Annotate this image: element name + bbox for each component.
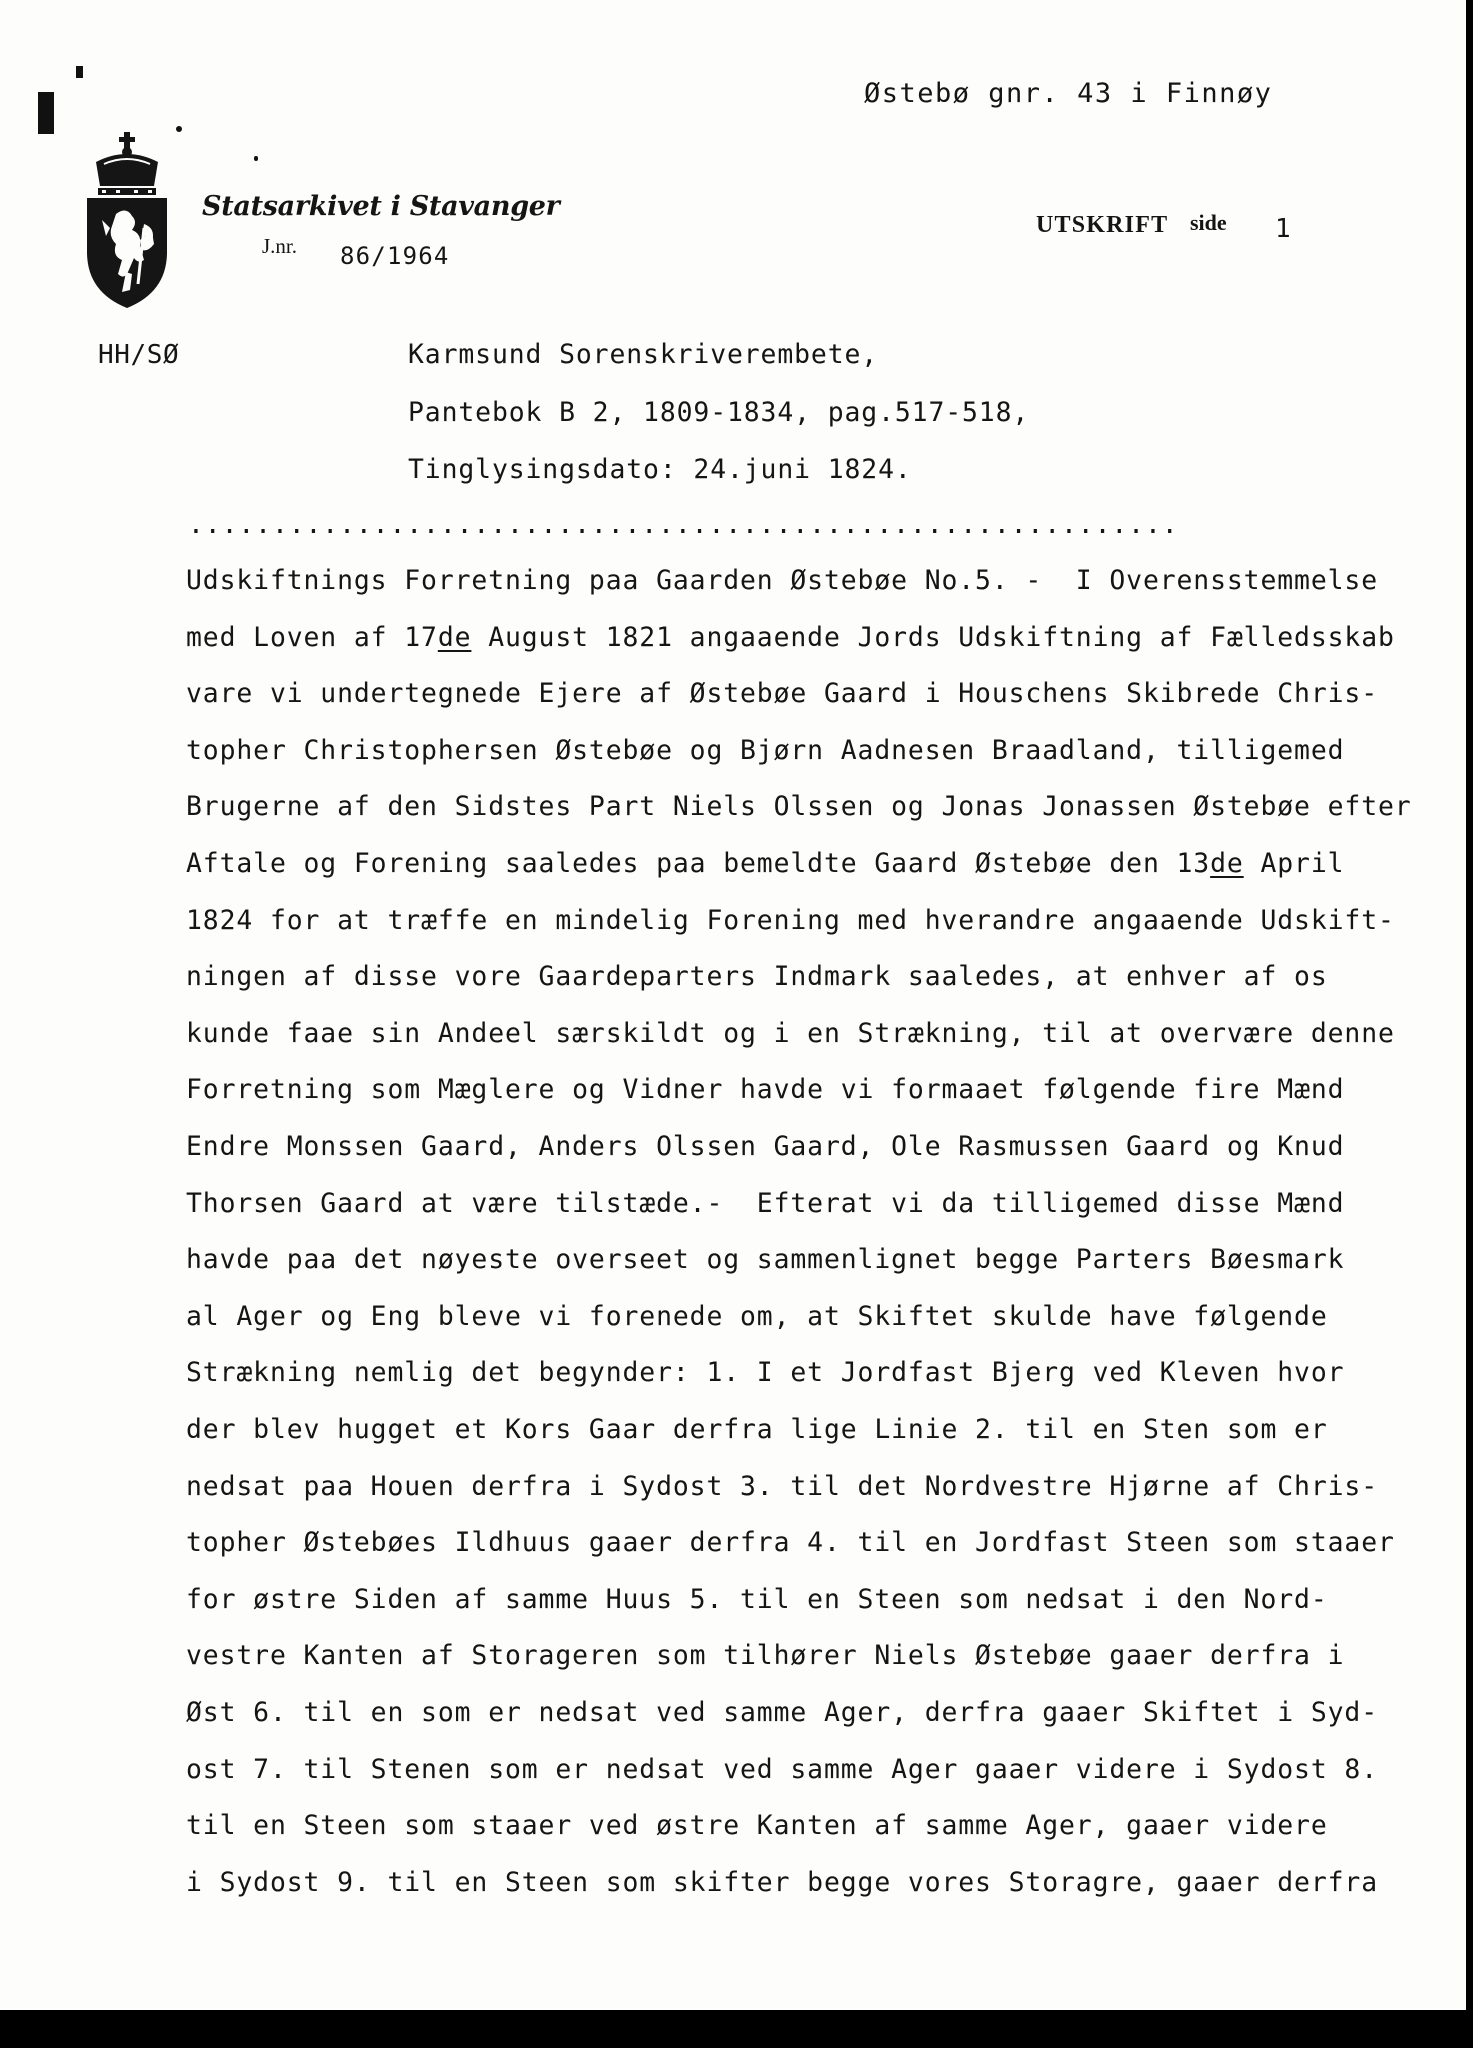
side-label: side bbox=[1190, 210, 1227, 235]
office-line: Karmsund Sorenskriverembete, bbox=[408, 339, 879, 370]
body-text: Endre Monssen Gaard, Anders Olssen Gaard, Ole Rasmussen Gaard og Knud bbox=[186, 1131, 1345, 1162]
body-text: ningen af disse vore Gaardeparters Indmark saaledes, at enhver af os bbox=[186, 961, 1328, 992]
body-text: 1824 for at træffe en mindelig Forening med hverandre angaaende Udskift- bbox=[186, 905, 1395, 936]
body-line bbox=[186, 1697, 1378, 1728]
body-text: Aftale og Forening saaledes paa bemeldte Gaard Østebøe den 13 bbox=[186, 848, 1211, 879]
body-line bbox=[186, 1640, 1345, 1671]
body-text: Thorsen Gaard at være tilstæde.- Efterat vi da tilligemed disse Mænd bbox=[186, 1188, 1345, 1219]
property-reference: Østebø gnr. 43 i Finnøy bbox=[864, 78, 1273, 109]
body-text: der blev hugget et Kors Gaar derfra lige Linie 2. til en Sten som er bbox=[186, 1414, 1328, 1445]
body-text: Øst 6. til en som er nedsat ved samme Ager, derfra gaaer Skiftet i Syd- bbox=[186, 1697, 1378, 1728]
body-text: al Ager og Eng bleve vi forenede om, at Skiftet skulde have følgende bbox=[186, 1301, 1328, 1332]
body-line bbox=[186, 1301, 1328, 1332]
norwegian-coat-of-arms-icon bbox=[82, 132, 172, 312]
body-text: til en Steen som staaer ved østre Kanten af samme Ager, gaaer videre bbox=[186, 1810, 1328, 1841]
jnr-value: 86/1964 bbox=[340, 242, 450, 270]
body-text: for østre Siden af samme Huus 5. til en Steen som nedsat i den Nord- bbox=[186, 1584, 1328, 1615]
body-line bbox=[186, 1810, 1328, 1841]
body-text: topher Østebøes Ildhuus gaaer derfra 4. til en Jordfast Steen som staaer bbox=[186, 1527, 1395, 1558]
body-text: August 1821 angaaende Jords Udskiftning af Fælledsskab bbox=[471, 622, 1395, 653]
body-line bbox=[186, 1074, 1345, 1105]
body-line bbox=[186, 1131, 1345, 1162]
book-line: Pantebok B 2, 1809-1834, pag.517-518, bbox=[408, 397, 1030, 428]
body-text: Udskiftnings Forretning paa Gaarden Østebøe No.5. - I Overensstemmelse bbox=[186, 565, 1378, 596]
underlined-ordinal: de bbox=[1210, 848, 1244, 879]
body-text: havde paa det nøyeste overseet og sammenlignet begge Parters Bøesmark bbox=[186, 1244, 1345, 1275]
body-line bbox=[186, 622, 1395, 653]
body-text: Brugerne af den Sidstes Part Niels Olssen og Jonas Jonassen Østebøe efter bbox=[186, 791, 1412, 822]
ink-speck bbox=[254, 156, 258, 161]
body-text: ost 7. til Stenen som er nedsat ved samme Ager gaaer videre i Sydost 8. bbox=[186, 1754, 1378, 1785]
ink-speck bbox=[38, 92, 54, 134]
underlined-ordinal: de bbox=[437, 622, 472, 653]
body-line bbox=[186, 678, 1378, 709]
ink-speck bbox=[76, 66, 83, 78]
utskrift-label: UTSKRIFT bbox=[1036, 212, 1169, 238]
body-text: med Loven af 17 bbox=[186, 622, 438, 653]
body-line bbox=[186, 1357, 1345, 1388]
dotted-separator: ........................................................... bbox=[188, 509, 1179, 540]
initials: HH/SØ bbox=[98, 340, 180, 370]
body-text: vare vi undertegnede Ejere af Østebøe Gaard i Houschens Skibrede Chris- bbox=[186, 678, 1378, 709]
body-line bbox=[186, 1018, 1395, 1049]
body-line bbox=[186, 961, 1328, 992]
body-line bbox=[186, 1414, 1328, 1445]
body-line bbox=[186, 1754, 1378, 1785]
body-text: topher Christophersen Østebøe og Bjørn Aadnesen Braadland, tilligemed bbox=[186, 735, 1345, 766]
body-text: April bbox=[1243, 848, 1345, 879]
body-line bbox=[186, 565, 1378, 596]
body-text: vestre Kanten af Storageren som tilhører Niels Østebøe gaaer derfra i bbox=[186, 1640, 1345, 1671]
body-line bbox=[186, 1188, 1345, 1219]
body-text: Strækning nemlig det begynder: 1. I et Jordfast Bjerg ved Kleven hvor bbox=[186, 1357, 1345, 1388]
page-number: 1 bbox=[1275, 214, 1291, 244]
body-line bbox=[186, 1867, 1378, 1898]
body-text: kunde faae sin Andeel særskildt og i en Strækning, til at overvære denne bbox=[186, 1018, 1395, 1049]
body-text: Forretning som Mæglere og Vidner havde vi formaaet følgende fire Mænd bbox=[186, 1074, 1345, 1105]
body-line bbox=[186, 1527, 1395, 1558]
body-text: i Sydost 9. til en Steen som skifter begge vores Storagre, gaaer derfra bbox=[186, 1867, 1378, 1898]
body-line bbox=[186, 735, 1345, 766]
body-line bbox=[186, 791, 1412, 822]
body-line bbox=[186, 1471, 1378, 1502]
jnr-label: J.nr. bbox=[262, 234, 298, 258]
body-text: nedsat paa Houen derfra i Sydost 3. til det Nordvestre Hjørne af Chris- bbox=[186, 1471, 1378, 1502]
registration-date-line: Tinglysingsdato: 24.juni 1824. bbox=[408, 454, 912, 485]
body-line bbox=[186, 848, 1345, 879]
body-line bbox=[186, 1584, 1328, 1615]
archive-name: Statsarkivet i Stavanger bbox=[202, 191, 560, 222]
body-line bbox=[186, 905, 1395, 936]
ink-speck bbox=[176, 126, 182, 132]
body-line bbox=[186, 1244, 1345, 1275]
